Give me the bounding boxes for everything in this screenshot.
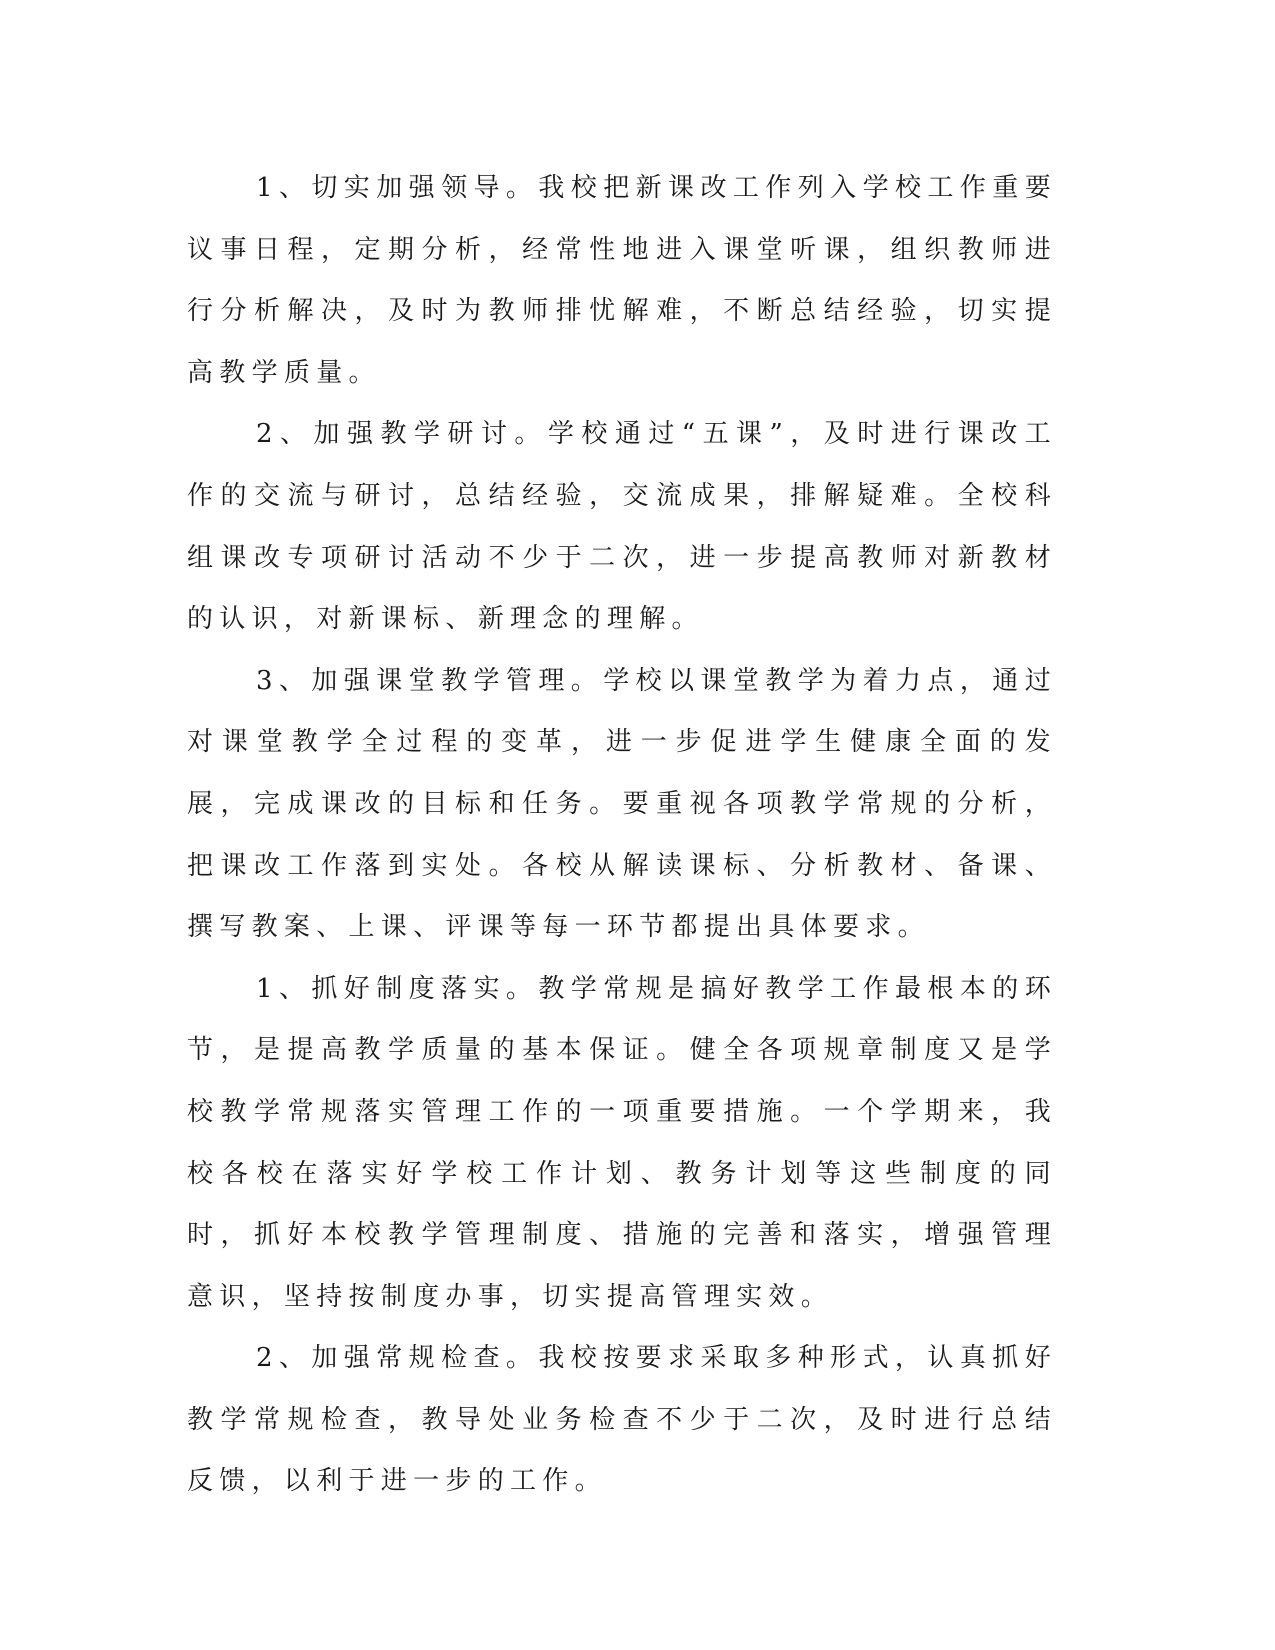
document-body bbox=[187, 158, 1057, 1513]
paragraph-classroom-management: 3、加强课堂教学管理。学校以课堂教学为着力点，通过对课堂教学全过程的变革，进一步促进学生健康全面的发展，完成课改的目标和任务。要重视各项教学常规的分析，把课改工作落到实处。各校从解读课标、分析教材、备课、撰写教案、上课、评课等每一环节都提出具体要求。 bbox=[187, 665, 1057, 943]
paragraph-routine-inspection: 2、加强常规检查。我校按要求采取多种形式，认真抓好教学常规检查，教导处业务检查不少于二次，及时进行总结反馈，以利于进一步的工作。 bbox=[187, 1343, 1057, 1497]
paragraph-system-implementation: 1、抓好制度落实。教学常规是搞好教学工作最根本的环节，是提高教学质量的基本保证。健全各项规章制度又是学校教学常规落实管理工作的一项重要措施。一个学期来，我校各校在落实好学校工作计划、教务计划等这些制度的同时，抓好本校教学管理制度、措施的完善和落实，增强管理意识，坚持按制度办事，切实提高管理实效。 bbox=[187, 973, 1057, 1312]
paragraph-leadership: 1、切实加强领导。我校把新课改工作列入学校工作重要议事日程，定期分析，经常性地进入课堂听课，组织教师进行分析解决，及时为教师排忧解难，不断总结经验，切实提高教学质量。 bbox=[187, 173, 1057, 388]
paragraph-teaching-research: 2、加强教学研讨。学校通过“五课”，及时进行课改工作的交流与研讨，总结经验，交流成果，排解疑难。全校科组课改专项研讨活动不少于二次，进一步提高教师对新教材的认识，对新课标、新理念的理解。 bbox=[187, 419, 1057, 635]
